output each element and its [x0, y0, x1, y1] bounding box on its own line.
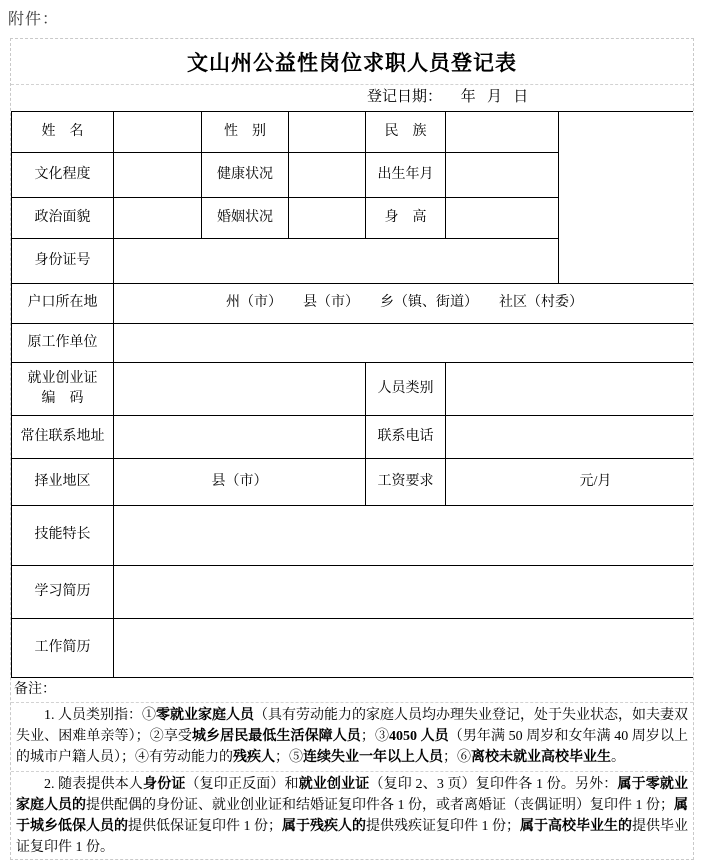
note-item-2: 2. 随表提供本人身份证（复印正反面）和就业创业证（复印 2、3 页）复印件各 1 份。另外：属于零就业家庭人员的提供配偶的身份证、就业创业证和结婚证复印件各 1 份，或者离婚证（丧偶证明）复印件 1 份；属于城乡低保人员的提供低保证复印件 1 份；属于残疾人的提供残疾证复印件 1 份；属于高校毕业生的提供毕业证复印件 1 份。: [16, 777, 689, 855]
field-label-ethnicity: 民 族: [366, 112, 446, 153]
field-value-skills: [114, 506, 695, 566]
field-value-employment-cert: [114, 363, 366, 416]
field-label-job-area: 择业地区: [12, 459, 114, 506]
field-value-id-number: [114, 239, 559, 284]
field-label-work-history: 工作简历: [12, 619, 114, 678]
field-value-address: [114, 416, 366, 459]
field-value-phone: [446, 416, 695, 459]
form-sheet: [10, 38, 694, 860]
field-label-id-number: 身份证号: [12, 239, 114, 284]
field-value-salary: [446, 459, 695, 506]
field-value-height: [446, 198, 559, 239]
field-value-name: [114, 112, 202, 153]
field-label-education: 文化程度: [12, 153, 114, 198]
field-value-gender: [289, 112, 366, 153]
field-label-gender: 性 别: [202, 112, 289, 153]
field-value-health: [289, 153, 366, 198]
page-title: 文山州公益性岗位求职人员登记表: [11, 39, 693, 85]
field-label-personnel-category: 人员类别: [366, 363, 446, 416]
salary-unit: 元/月: [579, 473, 612, 489]
field-label-address: 常住联系地址: [12, 416, 114, 459]
field-label-height: 身 高: [366, 198, 446, 239]
field-label-skills: 技能特长: [12, 506, 114, 566]
field-label-employment-cert: [12, 363, 114, 416]
attachment-label: 附件：: [8, 11, 60, 28]
field-value-birth-date: [446, 153, 559, 198]
employment-cert-label-line2: 编 码: [41, 391, 84, 406]
field-label-health: 健康状况: [202, 153, 289, 198]
field-value-personnel-category: [446, 363, 695, 416]
field-value-education: [114, 153, 202, 198]
field-label-education-history: 学习简历: [12, 566, 114, 619]
field-value-education-history: [114, 566, 695, 619]
field-label-political-status: 政治面貌: [12, 198, 114, 239]
photo-cell: [559, 112, 695, 284]
field-label-household-location: 户口所在地: [12, 284, 114, 324]
registration-date-line: 登记日期： 年 月 日: [367, 89, 529, 105]
field-value-work-history: [114, 619, 695, 678]
field-label-former-employer: 原工作单位: [12, 324, 114, 363]
field-label-phone: 联系电话: [366, 416, 446, 459]
note-item-1: 1. 人员类别指：①零就业家庭人员（具有劳动能力的家庭人员均办理失业登记，处于失业状态，如夫妻双失业、困难单亲等）；②享受城乡居民最低生活保障人员；③4050 人员（男年满 50 周岁和女年满 40 周岁以上的城市户籍人员）；④有劳动能力的残疾人；⑤连续失业一年以上人员；⑥离校未就业高校毕业生。: [11, 703, 693, 772]
field-value-household-location: 州（市） 县（市） 乡（镇、街道） 社区（村委）: [114, 284, 695, 324]
field-label-name: 姓 名: [12, 112, 114, 153]
field-value-political-status: [114, 198, 202, 239]
field-label-salary: 工资要求: [366, 459, 446, 506]
field-value-marital-status: [289, 198, 366, 239]
registration-table: [11, 111, 694, 678]
field-value-ethnicity: [446, 112, 559, 153]
field-label-birth-date: 出生年月: [366, 153, 446, 198]
employment-cert-label-line1: 就业创业证: [27, 370, 98, 386]
notes-label: 备注：: [11, 678, 693, 703]
field-value-job-area: 县（市）: [114, 459, 366, 506]
field-value-former-employer: [114, 324, 695, 363]
field-label-marital-status: 婚姻状况: [202, 198, 289, 239]
